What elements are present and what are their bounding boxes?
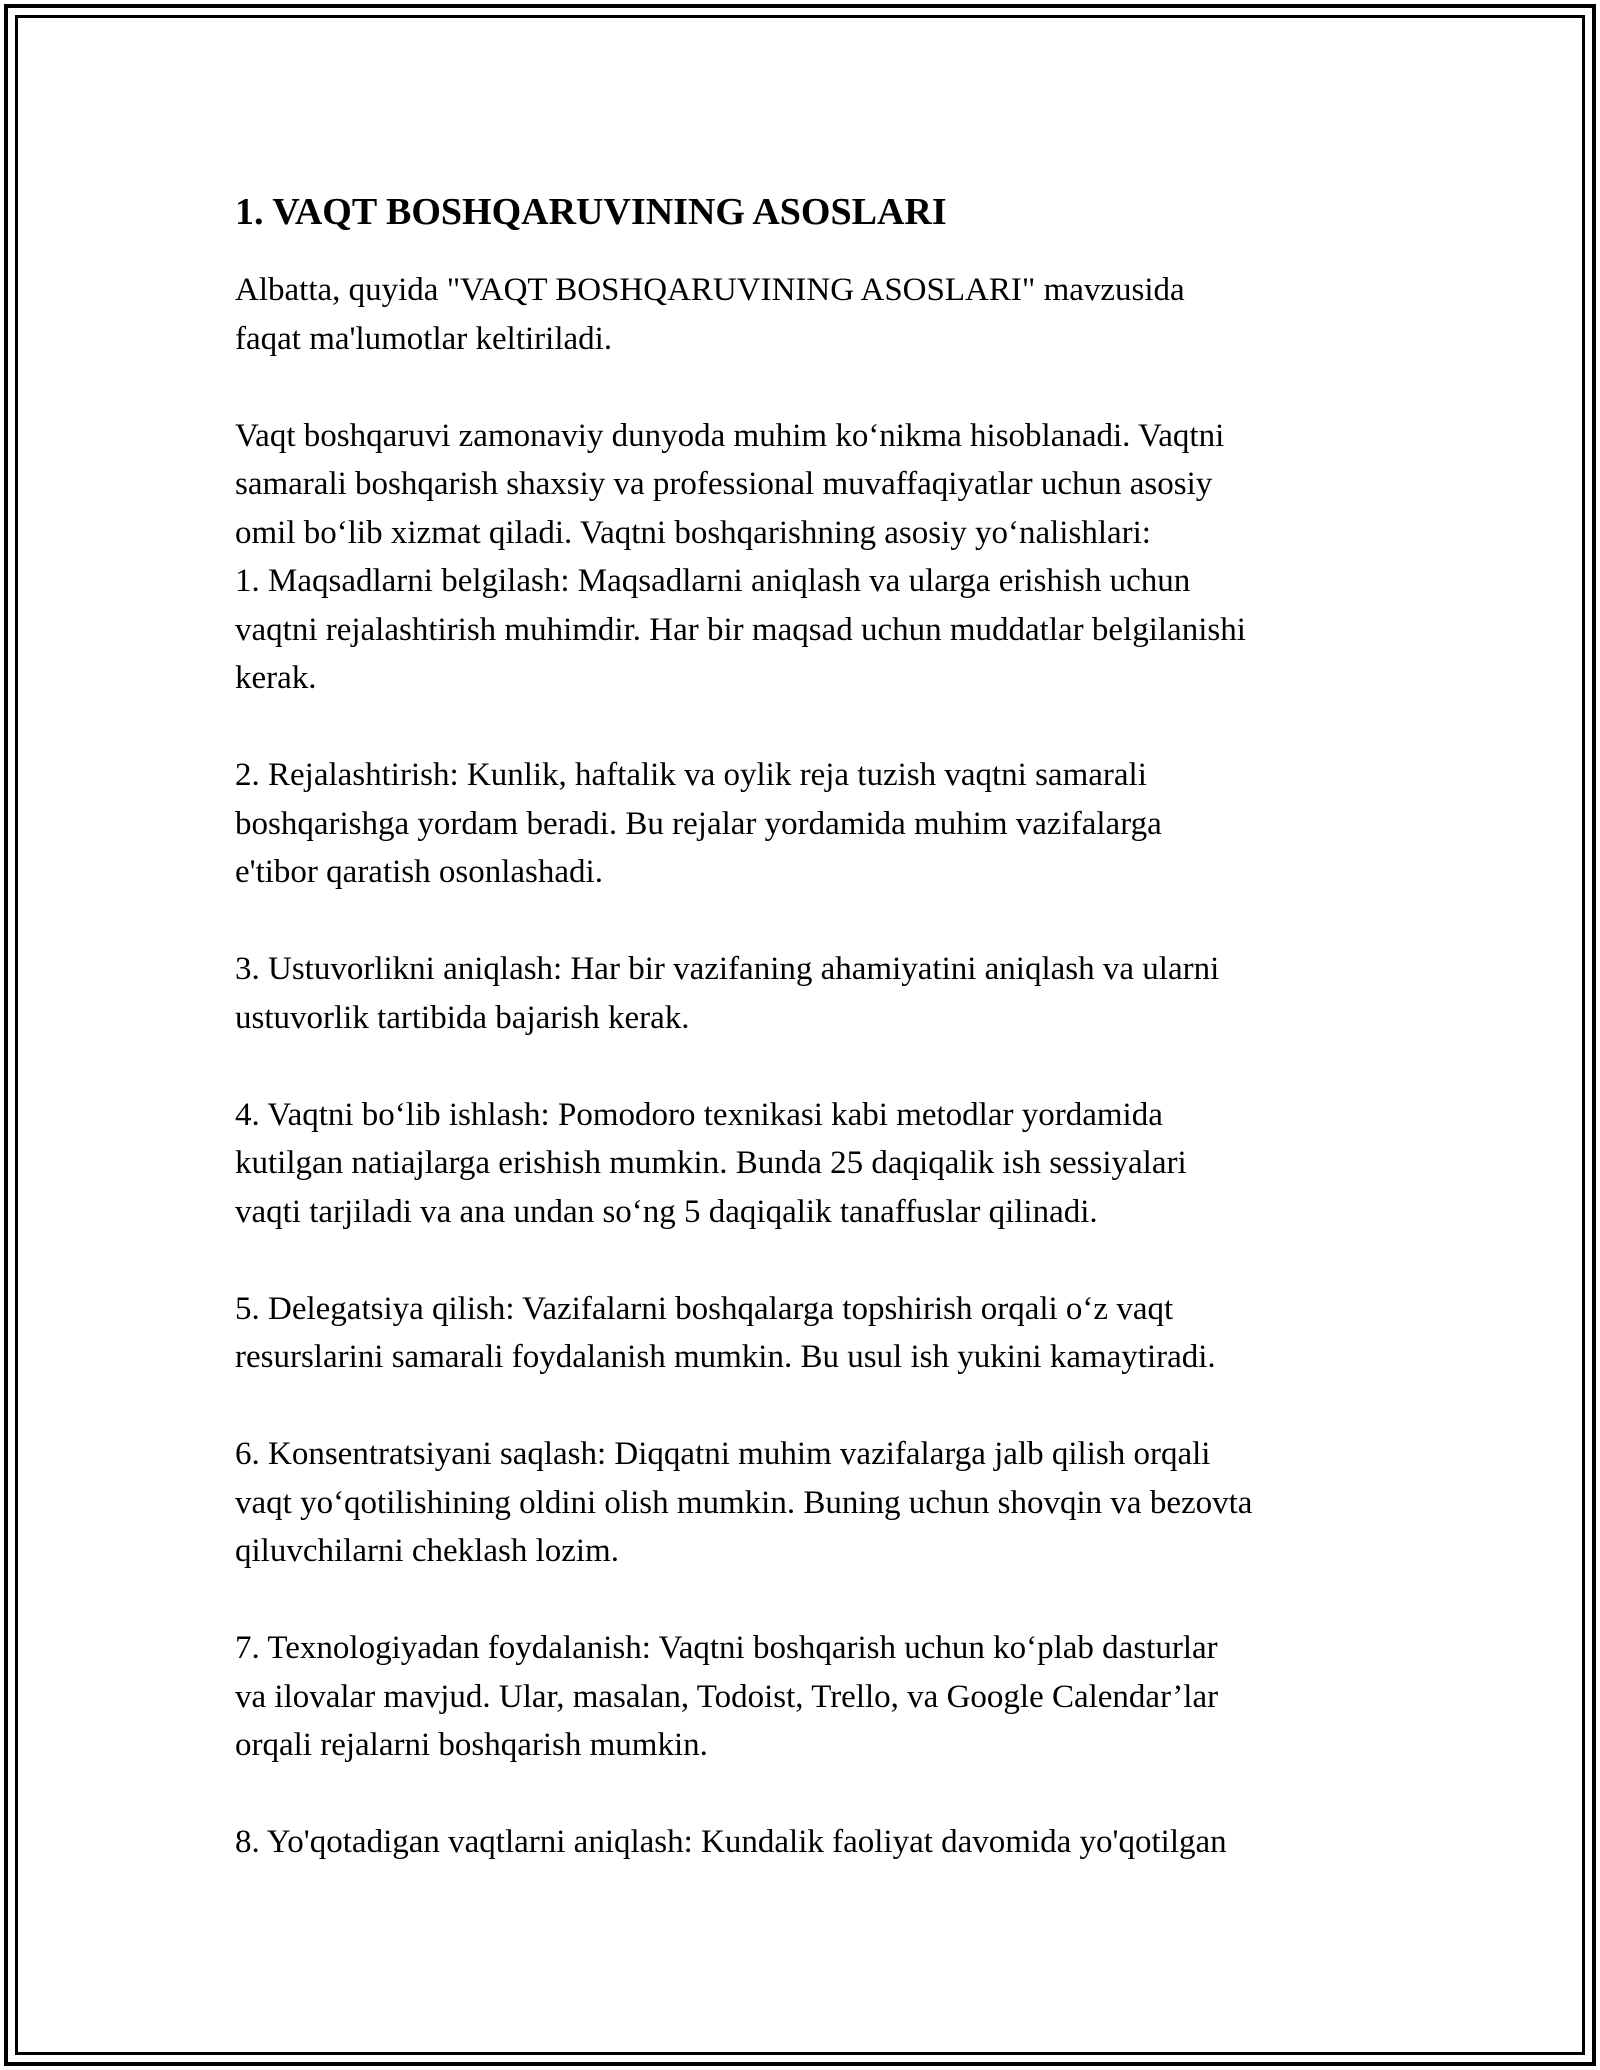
text-line: 8. Yo'qotadigan vaqtlarni aniqlash: Kundalik faoliyat davomida yo'qotilgan	[235, 1824, 1227, 1860]
text-line: 1. Maqsadlarni belgilash: Maqsadlarni aniqlash va ularga erishish uchun	[235, 563, 1191, 599]
paragraph-gap	[235, 1042, 1385, 1091]
paragraph-item-4	[235, 1091, 1385, 1237]
paragraph-item-5	[235, 1285, 1385, 1382]
text-line: kerak.	[235, 660, 317, 696]
paragraph-gap	[235, 1770, 1385, 1819]
text-line: ustuvorlik tartibida bajarish kerak.	[235, 999, 690, 1036]
text-line: kutilgan natiajlarga erishish mumkin. Bunda 25 daqiqalik ish sessiyalari	[235, 1145, 1187, 1181]
text-line: 2. Rejalashtirish: Kunlik, haftalik va oylik reja tuzish vaqtni samarali	[235, 757, 1147, 793]
paragraph-gap	[235, 897, 1385, 946]
text-line: 4. Vaqtni boʻlib ishlash: Pomodoro texnikasi kabi metodlar yordamida	[235, 1096, 1163, 1133]
paragraph-gap	[235, 363, 1385, 412]
paragraph-gap	[235, 1576, 1385, 1625]
page-title: 1. VAQT BOSHQARUVINING ASOSLARI	[235, 191, 947, 233]
document-body	[235, 186, 1385, 1867]
text-line: 3. Ustuvorlikni aniqlash: Har bir vazifaning ahamiyatini aniqlash va ularni	[235, 951, 1220, 987]
paragraph-item-3	[235, 945, 1385, 1042]
paragraph-gap	[235, 1382, 1385, 1431]
paragraph-item-7	[235, 1624, 1385, 1770]
paragraph-item-2	[235, 751, 1385, 897]
text-line: faqat ma'lumotlar keltiriladi.	[235, 320, 613, 357]
text-line: resurslarini samarali foydalanish mumkin. Bu usul ish yukini kamaytiradi.	[235, 1339, 1216, 1375]
paragraph-overview	[235, 412, 1385, 703]
text-line: samarali boshqarish shaxsiy va professional muvaffaqiyatlar uchun asosiy	[235, 466, 1213, 502]
paragraph-item-6	[235, 1430, 1385, 1576]
text-line: vaqtni rejalashtirish muhimdir. Har bir maqsad uchun muddatlar belgilanishi	[235, 611, 1246, 648]
text-line: vaqt yoʻqotilishining oldini olish mumkin. Buning uchun shovqin va bezovta	[235, 1484, 1253, 1521]
paragraph-intro	[235, 266, 1385, 363]
paragraph-gap	[235, 703, 1385, 752]
text-line: qiluvchilarni cheklash lozim.	[235, 1533, 619, 1569]
text-line: vaqti tarjiladi va ana undan soʻng 5 daqiqalik tanaffuslar qilinadi.	[235, 1193, 1098, 1230]
paragraph-item-8	[235, 1818, 1385, 1867]
text-line: va ilovalar mavjud. Ular, masalan, Todoist, Trello, va Google Calendar’lar	[235, 1678, 1219, 1715]
text-line: e'tibor qaratish osonlashadi.	[235, 854, 603, 890]
text-line: orqali rejalarni boshqarish mumkin.	[235, 1727, 708, 1763]
text-line: 6. Konsentratsiyani saqlash: Diqqatni muhim vazifalarga jalb qilish orqali	[235, 1436, 1211, 1472]
text-line: 5. Delegatsiya qilish: Vazifalarni boshqalarga topshirish orqali oʻz vaqt	[235, 1290, 1174, 1327]
text-line: Vaqt boshqaruvi zamonaviy dunyoda muhim koʻnikma hisoblanadi. Vaqtni	[235, 417, 1225, 454]
text-line: omil boʻlib xizmat qiladi. Vaqtni boshqarishning asosiy yoʻnalishlari:	[235, 514, 1151, 551]
text-line: 7. Texnologiyadan foydalanish: Vaqtni boshqarish uchun koʻplab dasturlar	[235, 1630, 1218, 1666]
paragraph-gap	[235, 1236, 1385, 1285]
text-line: Albatta, quyida "VAQT BOSHQARUVINING ASOSLARI" mavzusida	[235, 272, 1185, 308]
text-line: boshqarishga yordam beradi. Bu rejalar yordamida muhim vazifalarga	[235, 805, 1162, 842]
